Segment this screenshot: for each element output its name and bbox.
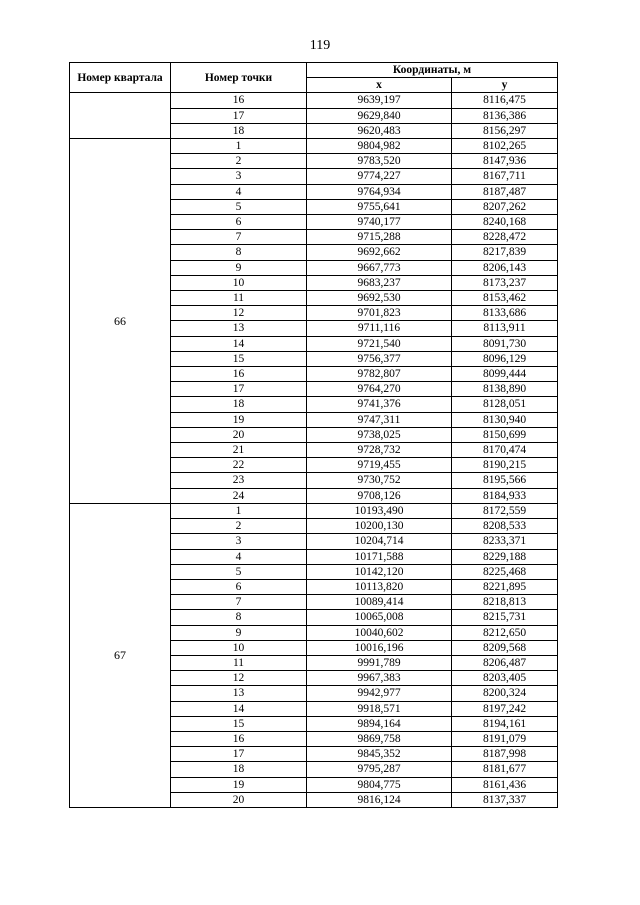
x-coordinate-cell: 9708,126: [307, 488, 452, 503]
y-coordinate-cell: 8209,568: [452, 640, 558, 655]
y-coordinate-cell: 8147,936: [452, 154, 558, 169]
x-coordinate-cell: 10040,602: [307, 625, 452, 640]
x-coordinate-cell: 9774,227: [307, 169, 452, 184]
header-point: Номер точки: [171, 63, 307, 93]
point-number-cell: 9: [171, 625, 307, 640]
x-coordinate-cell: 9692,530: [307, 291, 452, 306]
y-coordinate-cell: 8156,297: [452, 123, 558, 138]
x-coordinate-cell: 9782,807: [307, 367, 452, 382]
y-coordinate-cell: 8091,730: [452, 336, 558, 351]
point-number-cell: 10: [171, 640, 307, 655]
point-number-cell: 19: [171, 412, 307, 427]
table-body: [70, 93, 558, 808]
point-number-cell: 18: [171, 762, 307, 777]
y-coordinate-cell: 8228,472: [452, 230, 558, 245]
x-coordinate-cell: 9692,662: [307, 245, 452, 260]
y-coordinate-cell: 8233,371: [452, 534, 558, 549]
x-coordinate-cell: 10204,714: [307, 534, 452, 549]
y-coordinate-cell: 8128,051: [452, 397, 558, 412]
y-coordinate-cell: 8207,262: [452, 199, 558, 214]
point-number-cell: 2: [171, 519, 307, 534]
x-coordinate-cell: 9816,124: [307, 792, 452, 807]
point-number-cell: 3: [171, 169, 307, 184]
x-coordinate-cell: 9942,977: [307, 686, 452, 701]
x-coordinate-cell: 10200,130: [307, 519, 452, 534]
point-number-cell: 5: [171, 199, 307, 214]
quarter-number-cell: [70, 93, 171, 139]
y-coordinate-cell: 8172,559: [452, 503, 558, 518]
x-coordinate-cell: 9728,732: [307, 443, 452, 458]
point-number-cell: 7: [171, 595, 307, 610]
y-coordinate-cell: 8161,436: [452, 777, 558, 792]
y-coordinate-cell: 8208,533: [452, 519, 558, 534]
point-number-cell: 18: [171, 123, 307, 138]
x-coordinate-cell: 9721,540: [307, 336, 452, 351]
header-x: x: [307, 78, 452, 93]
x-coordinate-cell: 9967,383: [307, 671, 452, 686]
point-number-cell: 13: [171, 321, 307, 336]
y-coordinate-cell: 8167,711: [452, 169, 558, 184]
point-number-cell: 17: [171, 747, 307, 762]
header-y: y: [452, 78, 558, 93]
x-coordinate-cell: 9738,025: [307, 427, 452, 442]
point-number-cell: 16: [171, 93, 307, 108]
point-number-cell: 4: [171, 184, 307, 199]
quarter-number-cell: 66: [70, 139, 171, 504]
y-coordinate-cell: 8218,813: [452, 595, 558, 610]
point-number-cell: 6: [171, 215, 307, 230]
x-coordinate-cell: 9918,571: [307, 701, 452, 716]
x-coordinate-cell: 10113,820: [307, 579, 452, 594]
point-number-cell: 10: [171, 275, 307, 290]
table-row: [70, 503, 558, 518]
y-coordinate-cell: 8138,890: [452, 382, 558, 397]
point-number-cell: 3: [171, 534, 307, 549]
point-number-cell: 20: [171, 427, 307, 442]
x-coordinate-cell: 9747,311: [307, 412, 452, 427]
x-coordinate-cell: 9764,270: [307, 382, 452, 397]
y-coordinate-cell: 8187,487: [452, 184, 558, 199]
x-coordinate-cell: 10142,120: [307, 564, 452, 579]
y-coordinate-cell: 8187,998: [452, 747, 558, 762]
y-coordinate-cell: 8137,337: [452, 792, 558, 807]
x-coordinate-cell: 9711,116: [307, 321, 452, 336]
point-number-cell: 11: [171, 655, 307, 670]
point-number-cell: 5: [171, 564, 307, 579]
point-number-cell: 8: [171, 610, 307, 625]
x-coordinate-cell: 10016,196: [307, 640, 452, 655]
x-coordinate-cell: 9755,641: [307, 199, 452, 214]
y-coordinate-cell: 8215,731: [452, 610, 558, 625]
x-coordinate-cell: 10171,588: [307, 549, 452, 564]
y-coordinate-cell: 8212,650: [452, 625, 558, 640]
point-number-cell: 17: [171, 382, 307, 397]
y-coordinate-cell: 8206,143: [452, 260, 558, 275]
x-coordinate-cell: 9639,197: [307, 93, 452, 108]
y-coordinate-cell: 8200,324: [452, 686, 558, 701]
point-number-cell: 1: [171, 139, 307, 154]
point-number-cell: 15: [171, 716, 307, 731]
point-number-cell: 18: [171, 397, 307, 412]
point-number-cell: 21: [171, 443, 307, 458]
x-coordinate-cell: 10089,414: [307, 595, 452, 610]
point-number-cell: 7: [171, 230, 307, 245]
x-coordinate-cell: 9719,455: [307, 458, 452, 473]
x-coordinate-cell: 9730,752: [307, 473, 452, 488]
y-coordinate-cell: 8136,386: [452, 108, 558, 123]
point-number-cell: 22: [171, 458, 307, 473]
point-number-cell: 19: [171, 777, 307, 792]
point-number-cell: 8: [171, 245, 307, 260]
quarter-number-cell: 67: [70, 503, 171, 807]
x-coordinate-cell: 9741,376: [307, 397, 452, 412]
point-number-cell: 20: [171, 792, 307, 807]
x-coordinate-cell: 9764,934: [307, 184, 452, 199]
x-coordinate-cell: 9991,789: [307, 655, 452, 670]
y-coordinate-cell: 8099,444: [452, 367, 558, 382]
point-number-cell: 12: [171, 671, 307, 686]
table-row: [70, 93, 558, 108]
point-number-cell: 1: [171, 503, 307, 518]
y-coordinate-cell: 8113,911: [452, 321, 558, 336]
point-number-cell: 2: [171, 154, 307, 169]
point-number-cell: 14: [171, 336, 307, 351]
x-coordinate-cell: 9701,823: [307, 306, 452, 321]
coordinates-table: [69, 62, 558, 808]
x-coordinate-cell: 9629,840: [307, 108, 452, 123]
x-coordinate-cell: 9667,773: [307, 260, 452, 275]
y-coordinate-cell: 8195,566: [452, 473, 558, 488]
y-coordinate-cell: 8225,468: [452, 564, 558, 579]
y-coordinate-cell: 8130,940: [452, 412, 558, 427]
y-coordinate-cell: 8150,699: [452, 427, 558, 442]
y-coordinate-cell: 8197,242: [452, 701, 558, 716]
header-coordinates: Координаты, м: [307, 63, 558, 78]
x-coordinate-cell: 9740,177: [307, 215, 452, 230]
point-number-cell: 11: [171, 291, 307, 306]
point-number-cell: 4: [171, 549, 307, 564]
y-coordinate-cell: 8221,895: [452, 579, 558, 594]
y-coordinate-cell: 8240,168: [452, 215, 558, 230]
x-coordinate-cell: 9783,520: [307, 154, 452, 169]
y-coordinate-cell: 8191,079: [452, 731, 558, 746]
table-header: [70, 63, 558, 93]
y-coordinate-cell: 8206,487: [452, 655, 558, 670]
point-number-cell: 9: [171, 260, 307, 275]
y-coordinate-cell: 8153,462: [452, 291, 558, 306]
y-coordinate-cell: 8096,129: [452, 351, 558, 366]
x-coordinate-cell: 9715,288: [307, 230, 452, 245]
page-number: 119: [309, 38, 331, 53]
point-number-cell: 12: [171, 306, 307, 321]
x-coordinate-cell: 9795,287: [307, 762, 452, 777]
y-coordinate-cell: 8181,677: [452, 762, 558, 777]
y-coordinate-cell: 8229,188: [452, 549, 558, 564]
x-coordinate-cell: 9894,164: [307, 716, 452, 731]
point-number-cell: 16: [171, 731, 307, 746]
table-row: [70, 139, 558, 154]
x-coordinate-cell: 9620,483: [307, 123, 452, 138]
y-coordinate-cell: 8184,933: [452, 488, 558, 503]
point-number-cell: 23: [171, 473, 307, 488]
y-coordinate-cell: 8190,215: [452, 458, 558, 473]
y-coordinate-cell: 8170,474: [452, 443, 558, 458]
x-coordinate-cell: 9683,237: [307, 275, 452, 290]
point-number-cell: 16: [171, 367, 307, 382]
point-number-cell: 15: [171, 351, 307, 366]
x-coordinate-cell: 9756,377: [307, 351, 452, 366]
x-coordinate-cell: 9869,758: [307, 731, 452, 746]
x-coordinate-cell: 9804,982: [307, 139, 452, 154]
x-coordinate-cell: 10065,008: [307, 610, 452, 625]
header-quarter: Номер квартала: [70, 63, 171, 93]
y-coordinate-cell: 8133,686: [452, 306, 558, 321]
y-coordinate-cell: 8173,237: [452, 275, 558, 290]
point-number-cell: 14: [171, 701, 307, 716]
x-coordinate-cell: 9845,352: [307, 747, 452, 762]
y-coordinate-cell: 8194,161: [452, 716, 558, 731]
y-coordinate-cell: 8203,405: [452, 671, 558, 686]
point-number-cell: 17: [171, 108, 307, 123]
point-number-cell: 24: [171, 488, 307, 503]
x-coordinate-cell: 9804,775: [307, 777, 452, 792]
point-number-cell: 6: [171, 579, 307, 594]
y-coordinate-cell: 8217,839: [452, 245, 558, 260]
y-coordinate-cell: 8116,475: [452, 93, 558, 108]
x-coordinate-cell: 10193,490: [307, 503, 452, 518]
point-number-cell: 13: [171, 686, 307, 701]
y-coordinate-cell: 8102,265: [452, 139, 558, 154]
